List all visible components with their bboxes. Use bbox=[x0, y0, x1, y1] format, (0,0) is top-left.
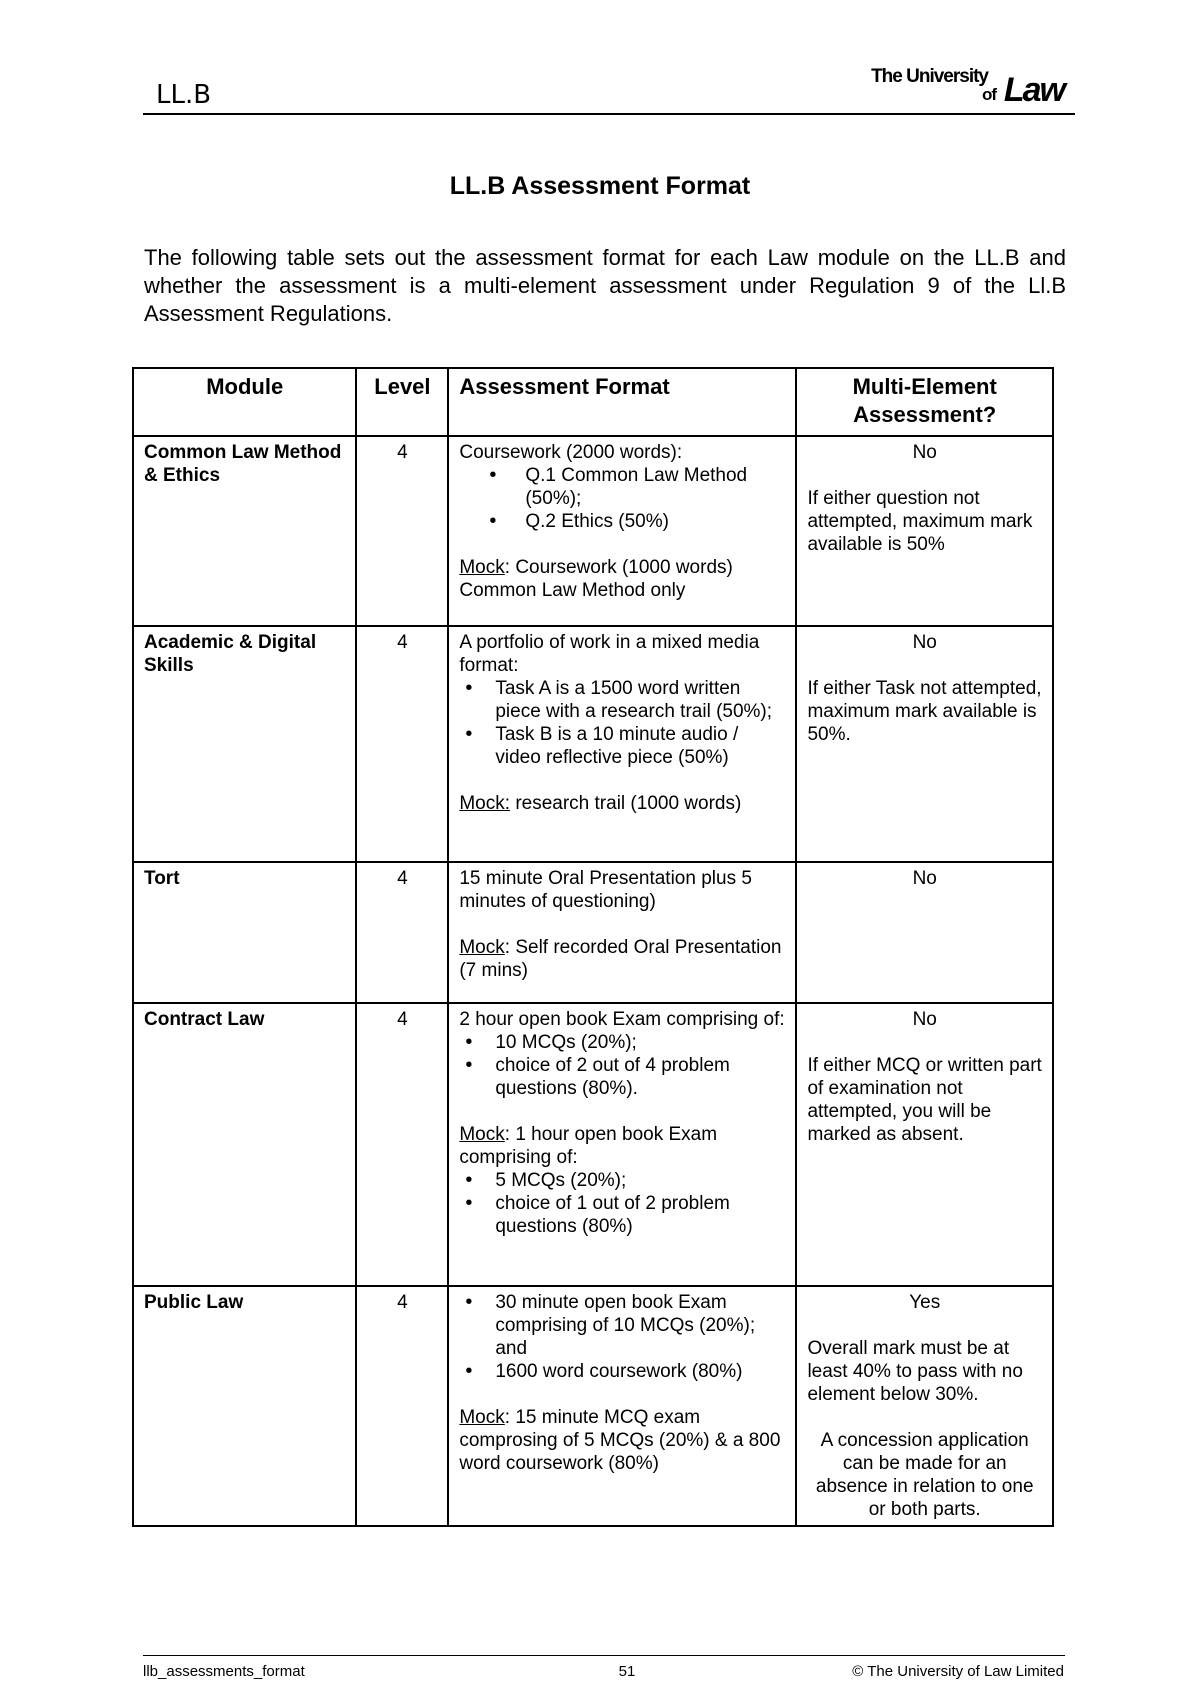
logo-line2: of bbox=[981, 85, 996, 104]
column-header-format: Assessment Format bbox=[448, 368, 796, 436]
module-name: Tort bbox=[133, 862, 356, 1003]
list-item: • Task A is a 1500 word written piece with a research trail (50%); bbox=[495, 677, 785, 723]
page-number: 51 bbox=[618, 1663, 636, 1680]
format-intro: A portfolio of work in a mixed media format: bbox=[459, 632, 760, 676]
format-bullets bbox=[459, 464, 785, 533]
mock-description: : 15 minute MCQ exam comprosing of 5 MCQs (20%) & a 800 word coursework (80%) bbox=[459, 1407, 781, 1474]
multi-element-cell bbox=[796, 1003, 1053, 1286]
multi-element-cell bbox=[796, 1286, 1053, 1526]
page-title: LL.B Assessment Format bbox=[449, 172, 751, 200]
multi-element-note: Overall mark must be at least 40% to pass with no element below 30%. bbox=[807, 1338, 1023, 1405]
list-item: • Q.2 Ethics (50%) bbox=[525, 510, 785, 533]
list-item: • 1600 word coursework (80%) bbox=[495, 1360, 785, 1383]
list-item: • Q.1 Common Law Method (50%); bbox=[525, 464, 785, 510]
module-level: 4 bbox=[356, 436, 448, 626]
footer-filename: llb_assessments_format bbox=[143, 1663, 305, 1680]
module-name: Academic & Digital Skills bbox=[133, 626, 356, 862]
multi-element-verdict: Yes bbox=[909, 1292, 941, 1313]
list-item: • 30 minute open book Exam comprising of 10 MCQs (20%); and bbox=[495, 1291, 785, 1360]
multi-element-note: If either Task not attempted, maximum mark available is 50%. bbox=[807, 678, 1042, 745]
column-header-level: Level bbox=[356, 368, 448, 436]
logo-line1: The University bbox=[871, 66, 988, 87]
multi-element-verdict: No bbox=[912, 868, 937, 889]
list-item: • choice of 2 out of 4 problem questions (80%). bbox=[495, 1054, 785, 1100]
footer-copyright: © The University of Law Limited bbox=[852, 1663, 1064, 1680]
assessment-format bbox=[448, 626, 796, 862]
format-intro: 15 minute Oral Presentation plus 5 minutes of questioning) bbox=[459, 868, 752, 912]
module-level: 4 bbox=[356, 1003, 448, 1286]
footer-divider bbox=[143, 1655, 1065, 1656]
intro-paragraph: The following table sets out the assessment format for each Law module on the LL.B and whether the assessment is a multi-element assessment under Regulation 9 of the Ll.B Assessment Regulations. bbox=[144, 245, 1066, 326]
list-item: • choice of 1 out of 2 problem questions (80%) bbox=[495, 1192, 785, 1238]
table-header-row bbox=[133, 368, 1053, 436]
module-level: 4 bbox=[356, 1286, 448, 1526]
multi-element-cell bbox=[796, 626, 1053, 862]
column-header-module: Module bbox=[133, 368, 356, 436]
mock-label: Mock bbox=[459, 937, 505, 958]
multi-element-verdict: No bbox=[912, 442, 937, 463]
table-row bbox=[133, 436, 1053, 626]
mock-label: Mock: bbox=[459, 793, 511, 814]
multi-element-note-secondary: A concession application can be made for an absence in relation to one or both parts. bbox=[815, 1430, 1034, 1520]
multi-element-cell bbox=[796, 436, 1053, 626]
format-intro: 2 hour open book Exam comprising of: bbox=[459, 1009, 785, 1030]
mock-label: Mock bbox=[459, 1124, 505, 1145]
list-item: • Task B is a 10 minute audio / video reflective piece (50%) bbox=[495, 723, 785, 769]
header-divider bbox=[143, 113, 1075, 115]
mock-label: Mock bbox=[459, 1407, 505, 1428]
multi-element-cell bbox=[796, 862, 1053, 1003]
list-item: • 10 MCQs (20%); bbox=[495, 1031, 785, 1054]
table-row bbox=[133, 1286, 1053, 1526]
module-level: 4 bbox=[356, 862, 448, 1003]
mock-description: : Self recorded Oral Presentation (7 mins) bbox=[459, 937, 782, 981]
table-row bbox=[133, 1003, 1053, 1286]
multi-element-note: If either MCQ or written part of examination not attempted, you will be marked as absent. bbox=[807, 1055, 1042, 1145]
multi-element-verdict: No bbox=[912, 1009, 937, 1030]
logo-line3: Law bbox=[1003, 71, 1064, 109]
header-title: LL.B bbox=[156, 80, 212, 110]
table-row bbox=[133, 862, 1053, 1003]
mock-description: : Coursework (1000 words) Common Law Method only bbox=[459, 557, 733, 601]
university-logo bbox=[860, 66, 1070, 109]
table-row bbox=[133, 626, 1053, 862]
module-name: Public Law bbox=[133, 1286, 356, 1526]
mock-label: Mock bbox=[459, 557, 505, 578]
mock-description: : 1 hour open book Exam comprising of: bbox=[459, 1124, 718, 1168]
multi-element-verdict: No bbox=[912, 632, 937, 653]
assessment-format bbox=[448, 862, 796, 1003]
column-header-multi-element: Multi-Element Assessment? bbox=[796, 368, 1053, 436]
list-item: • 5 MCQs (20%); bbox=[495, 1169, 785, 1192]
module-name: Common Law Method & Ethics bbox=[133, 436, 356, 626]
mock-description: research trail (1000 words) bbox=[510, 793, 742, 814]
assessment-format bbox=[448, 1286, 796, 1526]
module-level: 4 bbox=[356, 626, 448, 862]
format-bullets bbox=[459, 1291, 785, 1383]
format-intro: Coursework (2000 words): bbox=[459, 442, 683, 463]
module-name: Contract Law bbox=[133, 1003, 356, 1286]
assessment-format bbox=[448, 436, 796, 626]
assessment-format bbox=[448, 1003, 796, 1286]
assessment-table bbox=[132, 367, 1054, 1527]
format-bullets bbox=[459, 677, 785, 769]
mock-bullets bbox=[459, 1169, 785, 1238]
multi-element-note: If either question not attempted, maximum mark available is 50% bbox=[807, 488, 1033, 555]
format-bullets bbox=[459, 1031, 785, 1100]
